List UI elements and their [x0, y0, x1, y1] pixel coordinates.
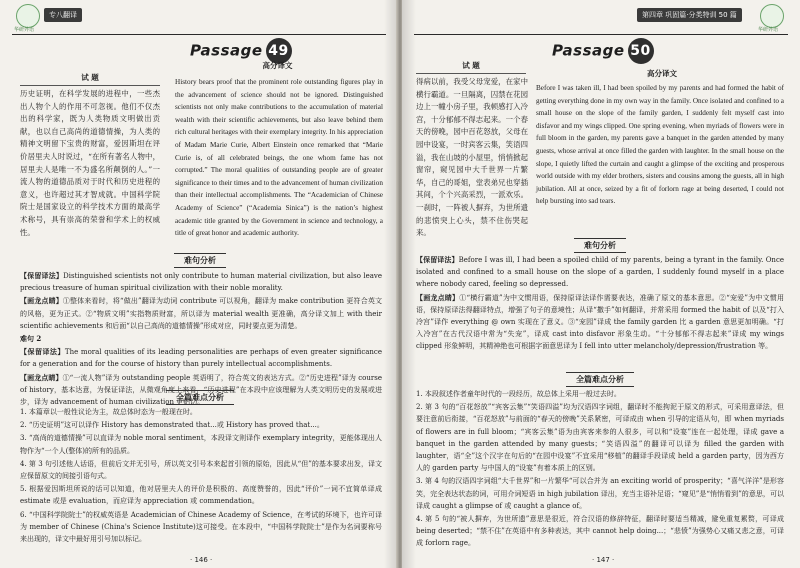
- sentence-analysis-title: 难句分析: [416, 238, 784, 253]
- analysis-item: 【画龙点睛】①“横行霸道”为中文惯用语，保持原译法译作需要表达，准确了原文的基本意思。②“宠爱”为中文惯用语，保持原译法得翻译特点，增强了句子的意境性；从译“撒手”如何翻译，并常采用 formed the habit of 以及“打入冷宫”译作 everything @ own 实现在了意义。③“宠园”译成 the family garden 比 a garden 意思更加明确。“打入冷宫”在古代汉语中常为“失宠”，译成 cast into disfavor 形象生动。“十分郁郁不得志起来”译成 my wings clipped 形象鲜明，其精神绝也可根据字面意思译为 I fell into utter melancholy/depression/frustration 等。: [416, 292, 784, 351]
- sentence-analysis-block: [416, 254, 784, 372]
- overall-item: 2. “历史证明”这可以译作 History has demonstrated that...或 History has proved that...。: [20, 421, 324, 430]
- analysis-item: 【画龙点睛】①“一流人物”译为 outstanding people 英语明了，符合英文的表达方式。②“历史进程”译为 course of history，基本达意，为保证译法，从微观角度上来看，“历史进程”在本段中应该理解为人类文明历史的发展或进步，译为 advancement of human civilization 更贴切。: [20, 372, 382, 407]
- overall-item: 4. 第 3 句引述他人话语，但前后文并无引号，所以英文引号本来起首引领的原始，因此从“但”的基本要求出发，译文应保留原文的间接引语句式。: [20, 459, 382, 481]
- en-translation-text: Before I was taken ill, I had been spoiled by my parents and had formed the habit of getting everything done in my own way in the family. Once isolated and confined to a small house on the slope of the family garden, I suddenly felt myself cast into disfavor and my wings clipped. One spring evening, when myriads of flowers were in full bloom in the garden, my parents gave a banquet in the garden attended by many guests, whose arrival at once filled the garden with laughter. In the small house on the slope, I quietly lifted the curtain and caught a glimpse of the exciting and prosperous world outside with my elder brothers, sisters and cousins among the guests, all in high jubilation. All at once, seized by a fit of forlorn rage at being deserted, I could not help bursting into sad tears.: [536, 84, 784, 206]
- overall-item: 6. “中国科学院院士”的权威英语是 Academician of Chinese Academy of Science，在考试的环境下，也许可译为 member of Chinese (China's Science Institute)这可接受。在本段中，“中国科学院院士”是作为名词要称号来出现的，译文中最好用引号加以标记。: [20, 510, 382, 544]
- publisher-logo-text: 华研外语: [14, 27, 35, 33]
- overall-item: 3. 第 4 句的汉语四字词组“大千世界”和一片繁华“可以合并为 an exciting world of prosperity；“喜气洋洋”是形容笑，完全表达状态的词，可用介词短语 in high jubilation 译出，充当主语补足语；“窥见”是“悄悄看到”的意思，可以译成 caught a glimpse of 或 caught a glance of。: [416, 477, 784, 510]
- publisher-logo-icon: [16, 4, 40, 28]
- passage-number: 50: [628, 38, 654, 64]
- overall-item: 5. 根据爱因斯坦所说的话可以知道，他对居里夫人的评价是积极的、高度赞誉的，因此“评价”一词不宜简单译成 estimate 或是 evaluation，而应译为 appreciation 或 commendation。: [20, 485, 382, 506]
- cn-source-text: 历史证明，在科学发展的进程中，一些杰出人物个人的作用不可忽视。他们不仅杰出的科学家，既为人类物质文明做出贡献，也以自己高尚的道德情操，为人类的精神文明留下宝贵的财富，爱因斯坦在评价居里夫人时说过，“在所有著名人物中，居里夫人是唯一不为盛名所颠倒的人。”一流人物的道德品质对于时代和历史进程的意义，也许超过其才智成就。中国科学院院士是国家设立的科学技术方面的最高学术称号，具有崇高的荣誉和学术上的权威性。: [20, 89, 160, 237]
- publisher-logo-icon: [760, 4, 784, 28]
- analysis-item: 【画龙点睛】①整体来看时，将“做出”翻译为动词 contribute 可以视角，翻译为 make contribution 更符合英文的风格，更为正式。②“物质文明”实指物质财富，所以译为 material wealth 更准确，高分译文加上 with their scientific achievements 和后面“以自己高尚的道德情操”形成对应，同时要点更为清楚。: [20, 296, 382, 330]
- publisher-logo-text: 华研外语: [758, 27, 779, 33]
- en-column-head: 高分译文: [262, 61, 293, 70]
- passage-label: Passage: [552, 41, 625, 60]
- overall-item: 2. 第 3 句的“百花怒放”“宾客云集”“笑语四溢”均为汉语四字词组，翻译时不能拘泥于原文的形式，可采用意译法，但要注意前后衔接，“百花怒放”与前面的“春天的傍晚”关系紧密，可译成由 when 引导的定语从句，即 when myriads of flowers are in full bloom；“宾客云集”语为由宾客来参的人很多，可以和“设宴”连在一起处理，译成 gave a banquet in the garden attended by many guests；“笑语四溢”的翻译可以译为 filled the garden with laughter，语“全”这个汉字在句后的“在园中设宴”不宜采用“移植”的翻译手段译成 held a garden party，因为西方人的 garden party 与中国人的“设宴”有着本质上的区别。: [416, 403, 784, 473]
- overall-analysis-block: [416, 388, 784, 552]
- analysis-item: 【保留译法】Distinguished scientists not only contribute to human material civilization, but also leave precious treasure of human spiritual civilization with their noble morality.: [20, 271, 382, 293]
- cn-source-text: 得病以前，我受父母宠爱，在家中横行霸道。一旦隔离，囚禁在花园边上一幢小房子里，我顿感打入冷宫，十分郁郁不得志起来。一个春天的傍晚，园中百花怒放，父母在园中设宴，一时宾客云集，笑语四溢，我在山坡的小屋里，悄悄掀起窗帘，窥见园中大千世界一片繁华，自己的哥姐，堂表弟兄也穿插其间，个个兴高采烈，一派欢乐。一刹时，一阵被人摒弃，为世所遗的悲愤突上心头，禁不住伤哭起来。: [416, 77, 528, 238]
- overall-item: 4. 第 5 句的“被人摒弃，为世所遗”意思是很近，符合汉语的修辞特征，翻译时要适当精减，避免重复累赘，可译成 being deserted；“禁不住”在英语中有多种表达，其中 cannot help doing...；“悲愤”为强势心又痛又悲之意，可译成 forlorn rage。: [416, 515, 784, 548]
- overall-analysis-title: 全篇难点分析: [416, 372, 784, 387]
- passage-number: 49: [266, 38, 292, 64]
- cn-column-head: 试 题: [20, 72, 160, 86]
- overall-analysis-block: [20, 406, 382, 554]
- passage-label: Passage: [190, 41, 263, 60]
- left-page: [0, 0, 398, 568]
- left-header-tag: 专八翻译: [44, 8, 82, 22]
- analysis-item: 【保留译法】Before I was ill, I had been a spoiled child of my parents, being a tyrant in the family. Once isolated and confined to a small house on the slope of a garden, I suddenly found myself in a place where nobody cared, feeling so depressed.: [416, 255, 785, 289]
- analysis-item: 难句 2: [20, 334, 42, 344]
- passage-title-right: [552, 38, 654, 64]
- right-page: [402, 0, 800, 568]
- en-column-head: 高分译文: [647, 69, 677, 78]
- cn-column-head: 试 题: [416, 60, 526, 74]
- analysis-item: 【保留译法】The moral qualities of its leading personalities are perhaps of even greater significance for a generation and for the course of history than purely intellectual accomplishments.: [20, 347, 382, 369]
- right-header-tag: 第四章 巩固篇·分类特训 50 篇: [637, 8, 742, 22]
- overall-analysis-title: 全篇难点分析: [20, 390, 380, 405]
- page-number-left: · 146 ·: [190, 556, 213, 564]
- sentence-analysis-title: 难句分析: [20, 253, 380, 268]
- overall-item: 1. 本段叙述作者童年时代的一段经历，故总体上采用一般过去时。: [416, 390, 621, 398]
- overall-item: 3. “高尚的道德情操”可以直译为 noble moral sentiment，本段译文则译作 exemplary integrity，更能体现出人物作为“一个人(整体)的所有的品质。: [20, 434, 382, 455]
- overall-item: 1. 本篇章以一般性议论为主，故总体时态为一般现在时。: [20, 408, 197, 416]
- page-number-right: · 147 ·: [592, 556, 615, 564]
- en-translation-text: History bears proof that the prominent role outstanding figures play in the advancement of science should not be ignored. Distinguished scientists not only make contributions to the accumulation of material wealth with their scientific achievements, but also leave behind them rich cultural heritages with their exemplary integrity. In his appreciation of Madam Marie Curie, Albert Einstein once remarked that “Marie Curie is, of all celebrated beings, the one whom fame has not corrupted.” The moral qualities of outstanding people are of greater significance to their times and to the advancement of human civilization than their intellectual accomplishments. The “Academician of Chinese Academy of Science” (“Academia Sinica”) is the nation’s highest academic title granted by the Government in science and technology, a title of great honor and academic authority.: [175, 78, 383, 238]
